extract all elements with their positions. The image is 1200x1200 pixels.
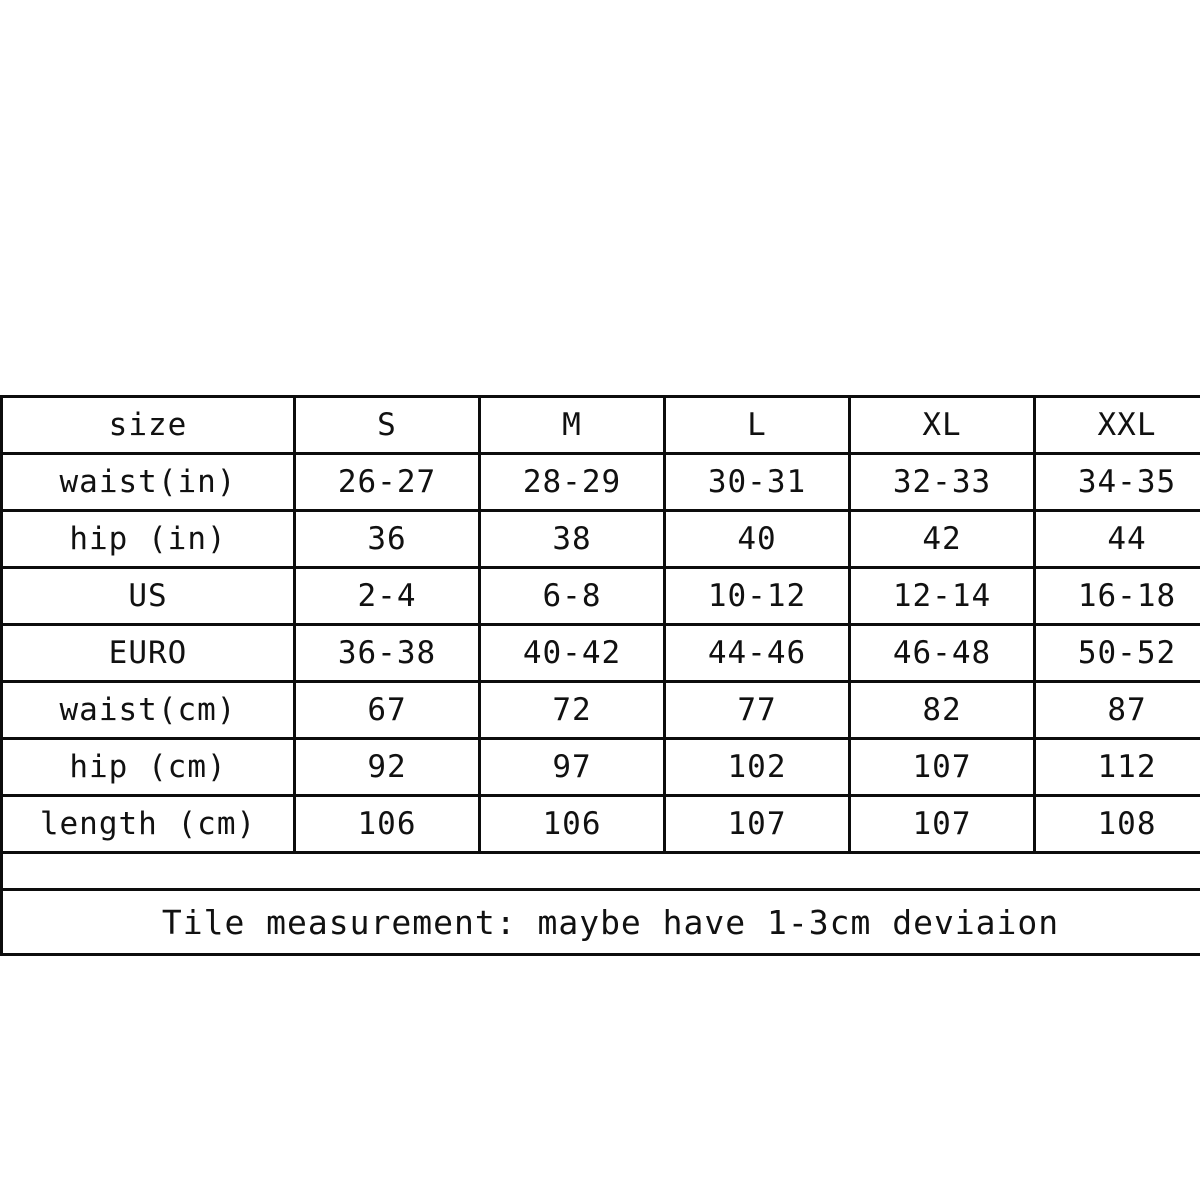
cell-hip-cm-l: 102 [665,739,850,796]
table-row [2,511,1200,568]
cell-us-l: 10-12 [665,568,850,625]
cell-hip-in-m: 38 [480,511,665,568]
table-row [2,625,1200,682]
cell-hip-in-s: 36 [295,511,480,568]
row-label-euro: EURO [2,625,295,682]
cell-waist-cm-l: 77 [665,682,850,739]
cell-waist-cm-xxl: 87 [1035,682,1200,739]
cell-length-cm-s: 106 [295,796,480,853]
header-cell-xxl: XXL [1035,397,1200,454]
cell-euro-s: 36-38 [295,625,480,682]
header-cell-xl: XL [850,397,1035,454]
cell-waist-cm-xl: 82 [850,682,1035,739]
table-header-row [2,397,1200,454]
table-row [2,796,1200,853]
spacer-cell [2,853,1200,890]
row-label-waist-in: waist(in) [2,454,295,511]
cell-waist-cm-s: 67 [295,682,480,739]
cell-waist-in-xxl: 34-35 [1035,454,1200,511]
cell-us-m: 6-8 [480,568,665,625]
size-chart-container [0,395,1200,956]
cell-length-cm-l: 107 [665,796,850,853]
header-cell-m: M [480,397,665,454]
cell-hip-cm-s: 92 [295,739,480,796]
cell-waist-in-s: 26-27 [295,454,480,511]
cell-hip-cm-xl: 107 [850,739,1035,796]
cell-waist-in-m: 28-29 [480,454,665,511]
cell-hip-cm-m: 97 [480,739,665,796]
cell-hip-cm-xxl: 112 [1035,739,1200,796]
cell-us-xl: 12-14 [850,568,1035,625]
cell-hip-in-xxl: 44 [1035,511,1200,568]
cell-us-s: 2-4 [295,568,480,625]
table-row [2,568,1200,625]
cell-length-cm-xxl: 108 [1035,796,1200,853]
cell-hip-in-l: 40 [665,511,850,568]
row-label-hip-in: hip (in) [2,511,295,568]
measurement-note: Tile measurement: maybe have 1-3cm deviaion [2,890,1200,955]
cell-us-xxl: 16-18 [1035,568,1200,625]
row-label-hip-cm: hip (cm) [2,739,295,796]
table-row [2,454,1200,511]
row-label-length-cm: length (cm) [2,796,295,853]
table-spacer-row [2,853,1200,890]
table-row [2,739,1200,796]
cell-euro-l: 44-46 [665,625,850,682]
row-label-us: US [2,568,295,625]
header-cell-size: size [2,397,295,454]
header-cell-l: L [665,397,850,454]
cell-waist-in-l: 30-31 [665,454,850,511]
cell-length-cm-m: 106 [480,796,665,853]
cell-euro-m: 40-42 [480,625,665,682]
size-chart-table [0,395,1200,956]
table-row [2,682,1200,739]
cell-waist-cm-m: 72 [480,682,665,739]
cell-hip-in-xl: 42 [850,511,1035,568]
cell-waist-in-xl: 32-33 [850,454,1035,511]
row-label-waist-cm: waist(cm) [2,682,295,739]
cell-euro-xxl: 50-52 [1035,625,1200,682]
cell-euro-xl: 46-48 [850,625,1035,682]
header-cell-s: S [295,397,480,454]
cell-length-cm-xl: 107 [850,796,1035,853]
table-note-row [2,890,1200,955]
